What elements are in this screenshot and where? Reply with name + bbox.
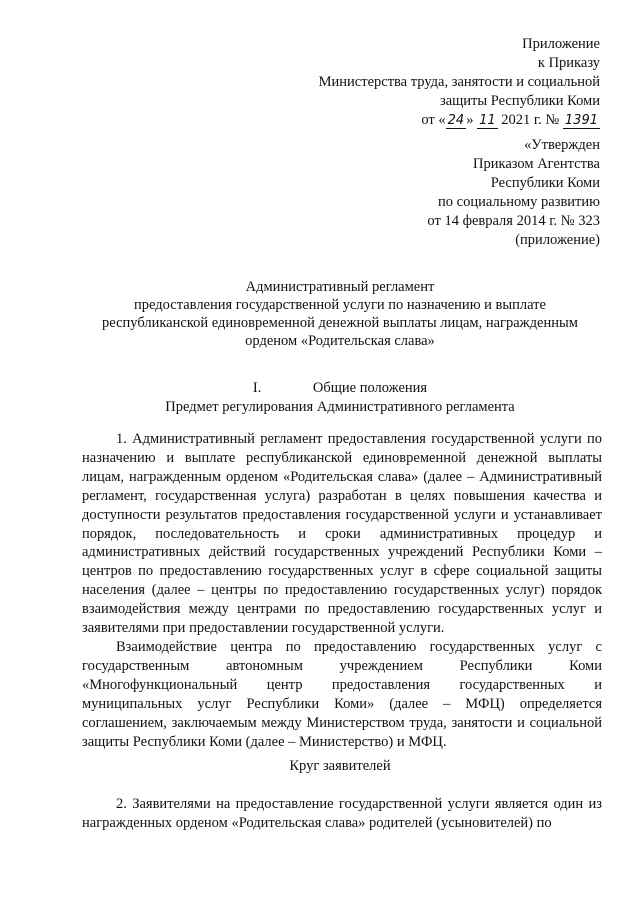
paragraph-text: Взаимодействие центра по предоставлению государственных услуг с государственным автономным учреждением Республики Коми «Многофункциональный центр предоставления государственных и муниципальных услуг Республики Коми» (далее – МФЦ) определяется соглашением, заключаемым между Министерством труда, занятости и социальной защиты Республики Коми (далее – Министерство) и МФЦ. — [82, 639, 602, 750]
handwritten-month: 11 — [479, 113, 496, 128]
section-subheading: Предмет регулирования Административного регламента — [165, 399, 515, 415]
title-line: республиканской единовременной денежной выплаты лицам, награжденным — [102, 315, 578, 331]
paragraph-text: 2. Заявителями на предоставление государственной услуги является один из награжденных орденом «Родительская слава» родителей (усыновителей) по — [82, 796, 602, 831]
section-heading — [60, 379, 620, 417]
approved-line: (приложение) — [515, 232, 600, 248]
paragraph-1 — [82, 430, 602, 638]
approved-line: Приказом Агентства — [473, 156, 600, 172]
approved-block — [427, 136, 600, 250]
date-prefix: от « — [421, 112, 446, 128]
appendix-line: защиты Республики Коми — [439, 93, 600, 109]
approved-line: от 14 февраля 2014 г. № 323 — [427, 213, 600, 229]
subsection-heading: Круг заявителей — [289, 758, 391, 774]
paragraph-text: 1. Административный регламент предоставления государственной услуги по назначению и выплате республиканской единовременной денежной выплаты лицам, награжденным орденом «Родительская слава» (далее – Административный регламент, государственная услуга) разработан в целях повышения качества и доступности результатов предоставления государственной услуги и устанавливает порядок, последовательность и сроки административных процедур и административных действий государственных учреждений Республики Коми – центров по предоставлению государственных услуг в сфере социальной защиты населения (далее – центры по предоставлению государственных услуг) порядок взаимодействия между центрами по предоставлению государственных услуг и заявителями при предоставлении государственной услуги. — [82, 431, 602, 637]
title-line: предоставления государственной услуги по назначению и выплате — [134, 297, 546, 313]
appendix-line: к Приказу — [537, 55, 600, 71]
title-line: орденом «Родительская слава» — [245, 333, 435, 349]
paragraph-2 — [82, 638, 602, 751]
title-line: Административный регламент — [245, 279, 435, 295]
paragraph-3 — [82, 795, 602, 833]
date-quote: » — [466, 112, 474, 128]
handwritten-day: 24 — [447, 113, 465, 128]
appendix-line: Приложение — [522, 36, 600, 52]
approved-line: Республики Коми — [490, 175, 600, 191]
section-title: Общие положения — [312, 380, 428, 396]
document-title — [60, 278, 620, 350]
approved-line: по социальному развитию — [438, 194, 600, 210]
appendix-header — [319, 35, 600, 130]
handwritten-number: 1391 — [564, 113, 598, 128]
approved-line: «Утвержден — [524, 137, 600, 153]
section-number: I. — [252, 380, 262, 396]
date-year: 2021 г. № — [501, 112, 560, 128]
appendix-line: Министерства труда, занятости и социальной — [318, 74, 600, 90]
appendix-date-line — [319, 111, 600, 130]
